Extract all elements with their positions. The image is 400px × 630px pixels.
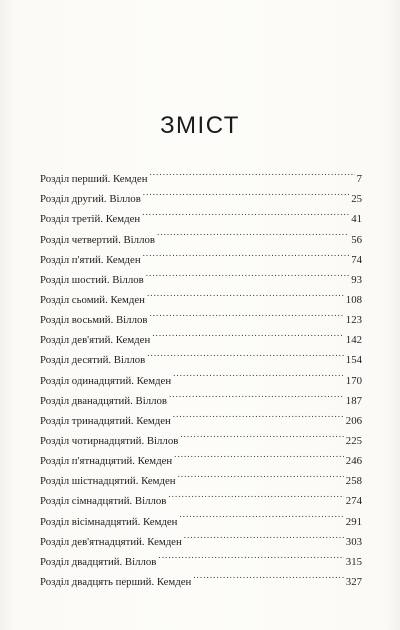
dot-leader	[180, 424, 343, 444]
toc-entry-label: Розділ одинадцятий. Кемден	[40, 374, 172, 387]
toc-entry-page: 25	[351, 193, 362, 206]
dot-leader	[173, 363, 344, 383]
toc-entry-page: 303	[345, 535, 362, 548]
toc-entry-label: Розділ десятий. Віллов	[40, 354, 146, 367]
toc-entry-label: Розділ двадцять перший. Кемден	[40, 575, 192, 588]
toc-entry-page: 108	[345, 293, 362, 306]
dot-leader	[147, 343, 344, 363]
toc-entry-page: 123	[345, 314, 362, 327]
toc-entry-page: 246	[345, 455, 362, 468]
toc-entry-page: 93	[351, 273, 362, 286]
toc-entry-label: Розділ дев'ятий. Кемден	[40, 334, 151, 347]
toc-entry-label: Розділ п'ятнадцятий. Кемден	[40, 455, 173, 468]
dot-leader	[142, 202, 349, 222]
toc-entry-page: 187	[345, 394, 362, 407]
toc-entry-page: 206	[345, 414, 362, 427]
toc-entry-label: Розділ вісімнадцятий. Кемден	[40, 515, 178, 528]
toc-entry-label: Розділ перший. Кемден	[40, 173, 148, 186]
dot-leader	[179, 504, 343, 524]
toc-entry-page: 41	[351, 213, 362, 226]
table-of-contents	[40, 162, 362, 588]
dot-leader	[147, 283, 344, 303]
toc-entry-page: 74	[351, 253, 362, 266]
dot-leader	[150, 162, 355, 182]
toc-entry-page: 258	[345, 475, 362, 488]
toc-entry-label: Розділ тринадцятий. Кемден	[40, 414, 171, 427]
dot-leader	[169, 384, 344, 404]
dot-leader	[157, 222, 349, 242]
toc-entry-label: Розділ другий. Віллов	[40, 193, 141, 206]
toc-entry-label: Розділ двадцятий. Віллов	[40, 555, 157, 568]
toc-entry-page: 154	[345, 354, 362, 367]
toc-entry-label: Розділ четвертий. Віллов	[40, 233, 155, 246]
dot-leader	[184, 525, 344, 545]
dot-leader	[168, 484, 343, 504]
dot-leader	[193, 565, 343, 585]
dot-leader	[158, 545, 343, 565]
dot-leader	[149, 303, 343, 323]
toc-entry-label: Розділ дванадцятий. Віллов	[40, 394, 167, 407]
dot-leader	[174, 444, 344, 464]
toc-entry-page: 56	[351, 233, 362, 246]
dot-leader	[143, 182, 349, 202]
toc-entry-label: Розділ п'ятий. Кемден	[40, 253, 141, 266]
toc-entry-label: Розділ шостий. Віллов	[40, 273, 144, 286]
toc-entry-page: 225	[345, 434, 362, 447]
dot-leader	[173, 404, 344, 424]
toc-entry-page: 142	[345, 334, 362, 347]
toc-entry-label: Розділ восьмий. Віллов	[40, 314, 148, 327]
page-title: ЗМІСТ	[160, 112, 240, 140]
toc-entry-page: 291	[345, 515, 362, 528]
toc-entry-page: 327	[345, 575, 362, 588]
toc-entry-page: 315	[345, 555, 362, 568]
toc-entry-label: Розділ шістнадцятий. Кемден	[40, 475, 176, 488]
dot-leader	[143, 243, 350, 263]
toc-entry-page: 7	[356, 173, 362, 186]
toc-entry-label: Розділ сьомий. Кемден	[40, 293, 145, 306]
dot-leader	[152, 323, 344, 343]
toc-entry-label: Розділ сімнадцятий. Віллов	[40, 495, 167, 508]
toc-entry-page: 274	[345, 495, 362, 508]
dot-leader	[146, 263, 349, 283]
toc-entry-label: Розділ чотирнадцятий. Віллов	[40, 434, 179, 447]
toc-entry-label: Розділ третій. Кемден	[40, 213, 141, 226]
toc-entry-page: 170	[345, 374, 362, 387]
toc-entry-label: Розділ дев'ятнадцятий. Кемден	[40, 535, 182, 548]
dot-leader	[178, 464, 344, 484]
toc-entry	[40, 162, 362, 186]
